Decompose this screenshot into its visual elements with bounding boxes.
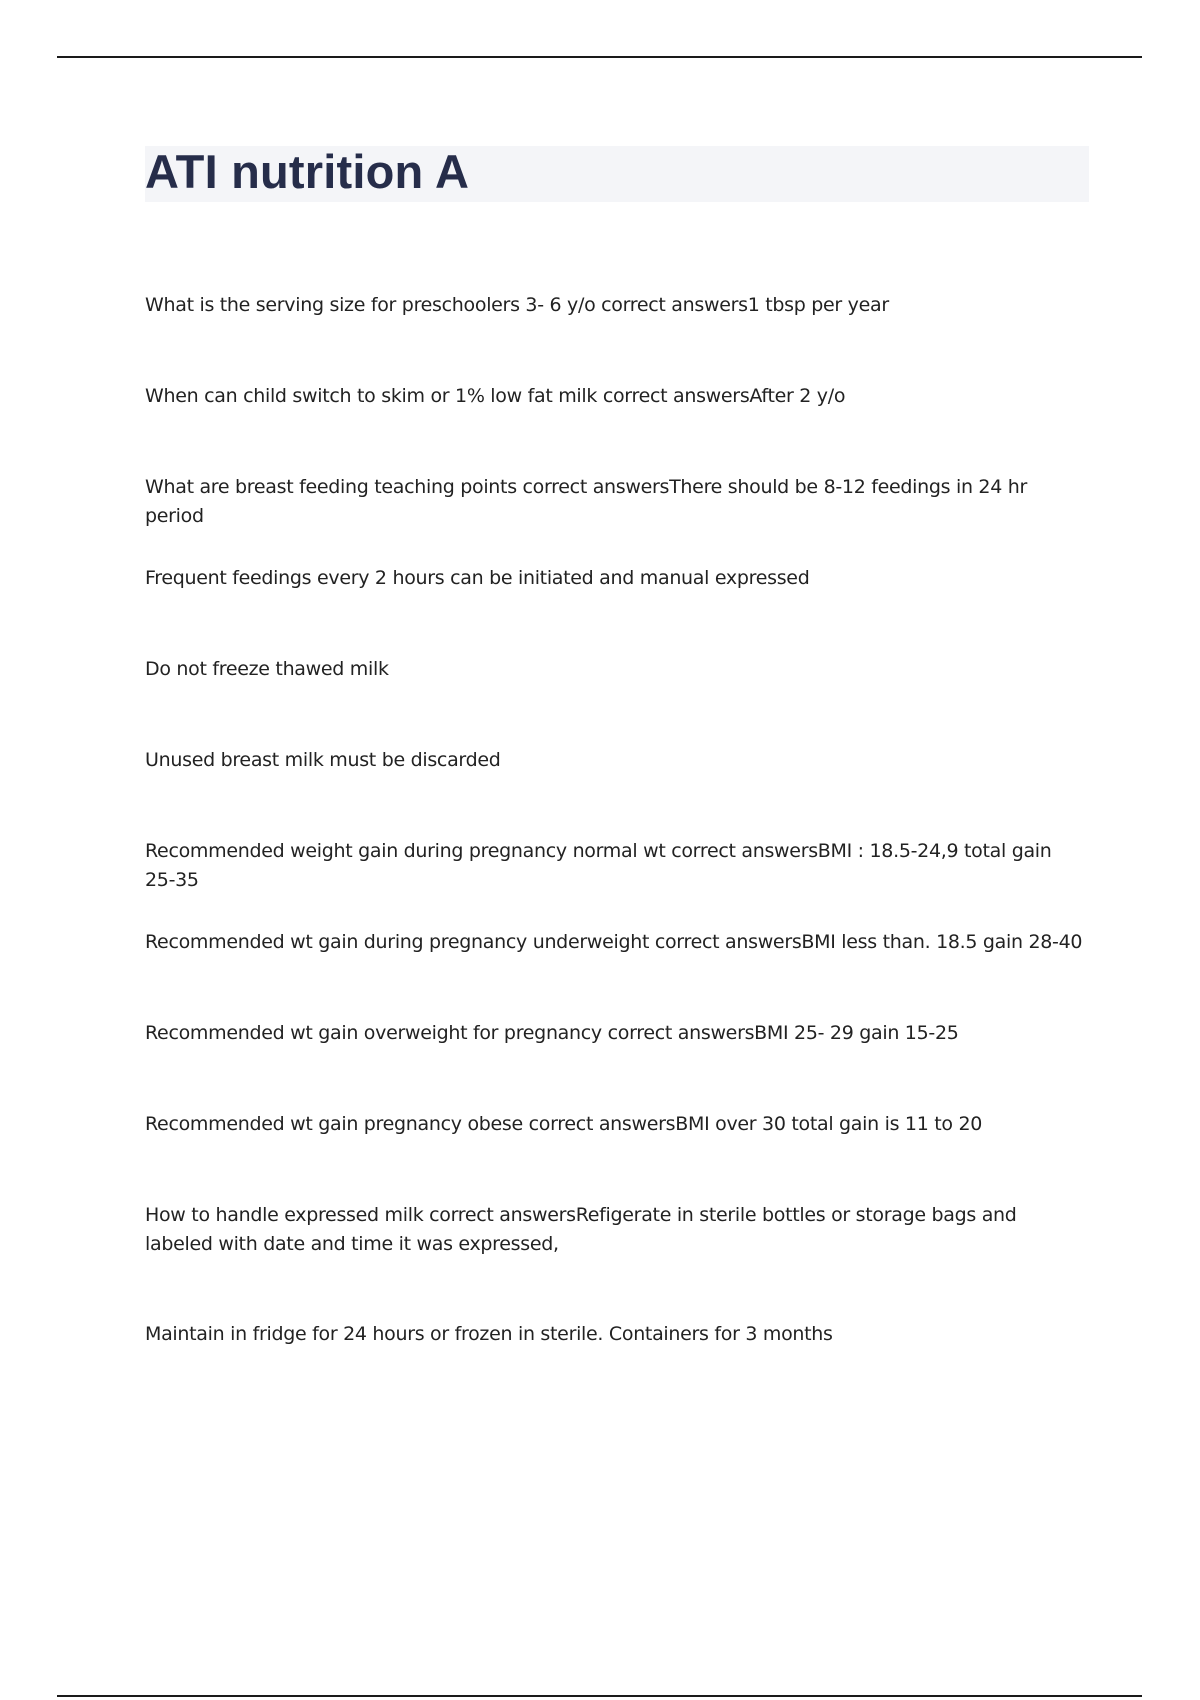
top-rule — [57, 56, 1142, 58]
entry-frequent-feedings: Frequent feedings every 2 hours can be initiated and manual expressed — [145, 567, 810, 589]
entry-unused-milk: Unused breast milk must be discarded — [145, 749, 501, 771]
entry-expressed-milk: How to handle expressed milk correct answersRefigerate in sterile bottles or storage bags and labeled with date and time it was expressed, — [145, 1204, 1017, 1255]
entry-storage-duration: Maintain in fridge for 24 hours or frozen in sterile. Containers for 3 months — [145, 1323, 833, 1345]
bottom-rule — [57, 1695, 1142, 1697]
entry-gain-underweight: Recommended wt gain during pregnancy underweight correct answersBMI less than. 18.5 gain 28-40 — [145, 931, 1083, 953]
entry-gain-overweight: Recommended wt gain overweight for pregnancy correct answersBMI 25- 29 gain 15-25 — [145, 1022, 959, 1044]
entry-serving-size: What is the serving size for preschoolers 3- 6 y/o correct answers1 tbsp per year — [145, 294, 889, 316]
page-title: ATI nutrition A — [145, 145, 470, 198]
entry-gain-normal: Recommended weight gain during pregnancy normal wt correct answersBMI : 18.5-24,9 total gain 25-35 — [145, 840, 1052, 891]
entry-skim-milk: When can child switch to skim or 1% low fat milk correct answersAfter 2 y/o — [145, 385, 846, 407]
entry-breastfeeding-points: What are breast feeding teaching points correct answersThere should be 8-12 feedings in 24 hr period — [145, 476, 1028, 527]
entry-gain-obese: Recommended wt gain pregnancy obese correct answersBMI over 30 total gain is 11 to 20 — [145, 1113, 983, 1135]
entry-thawed-milk: Do not freeze thawed milk — [145, 658, 389, 680]
